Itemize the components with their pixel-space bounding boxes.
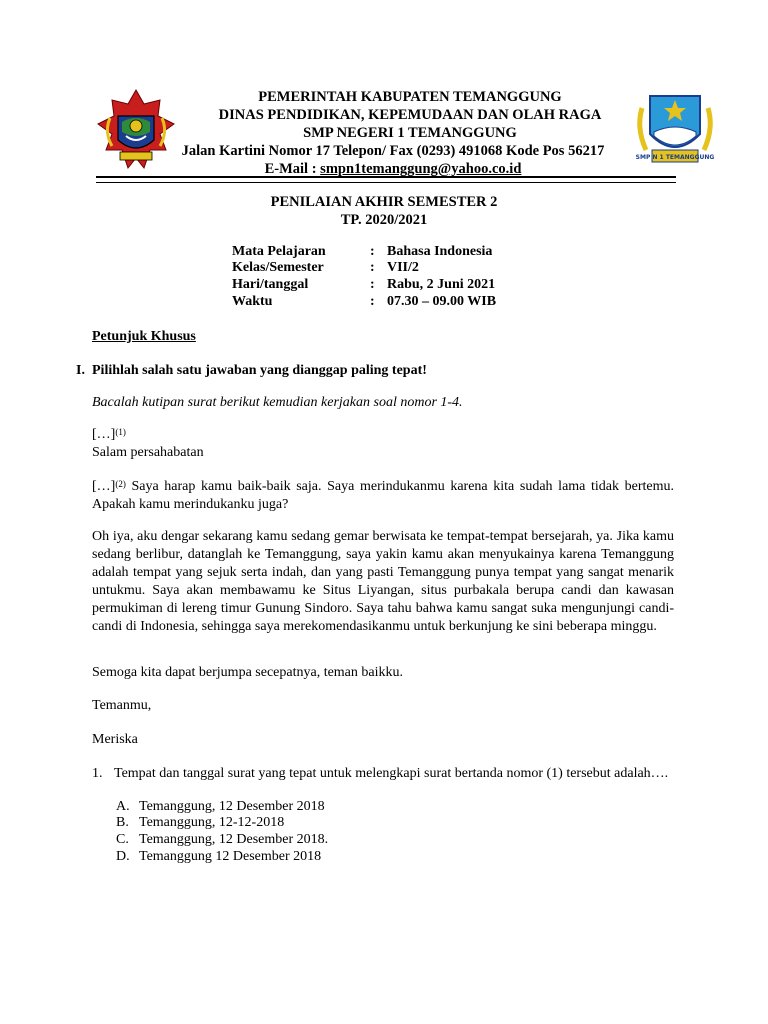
info-value: Bahasa Indonesia xyxy=(387,244,493,259)
info-separator: : xyxy=(370,244,375,259)
info-label: Kelas/Semester xyxy=(232,260,324,275)
letter-paragraph-1 xyxy=(92,478,674,514)
option-text: Temanggung, 12 Desember 2018 xyxy=(139,799,325,814)
info-value: VII/2 xyxy=(387,260,419,275)
question-text: Tempat dan tanggal surat yang tepat untuk melengkapi surat bertanda nomor (1) tersebut adalah…. xyxy=(114,766,669,781)
blank-bracket: […] xyxy=(92,427,116,442)
header-department: DINAS PENDIDIKAN, KEPEMUDAAN DAN OLAH RAGA xyxy=(218,107,602,123)
letter-blank-1 xyxy=(92,426,126,444)
info-label: Waktu xyxy=(232,294,273,309)
svg-text:SMP N 1 TEMANGGUNG: SMP N 1 TEMANGGUNG xyxy=(635,154,715,161)
option-text: Temanggung 12 Desember 2018 xyxy=(139,849,322,864)
info-separator: : xyxy=(370,277,375,292)
letter-paragraph-3: Semoga kita dapat berjumpa secepatnya, teman baikku. xyxy=(92,665,404,680)
info-value: Rabu, 2 Juni 2021 xyxy=(387,277,496,292)
paragraph-text: Saya harap kamu baik-baik saja. Saya merindukanmu karena kita sudah lama tidak bertemu. Apakah kamu merindukanku juga? xyxy=(92,479,674,512)
header-school-name: SMP NEGERI 1 TEMANGGUNG xyxy=(303,125,517,141)
info-separator: : xyxy=(370,260,375,275)
section-instruction: Pilihlah salah satu jawaban yang dianggap paling tepat! xyxy=(92,363,427,378)
option-letter: C. xyxy=(116,832,129,847)
header-government: PEMERINTAH KABUPATEN TEMANGGUNG xyxy=(258,89,562,105)
option-text: Temanggung, 12 Desember 2018. xyxy=(139,832,329,847)
option-text: Temanggung, 12-12-2018 xyxy=(139,815,285,830)
reading-prompt: Bacalah kutipan surat berikut kemudian kerjakan soal nomor 1-4. xyxy=(92,395,463,410)
email-label: E-Mail : xyxy=(264,161,317,177)
option-letter: A. xyxy=(116,799,130,814)
blank-bracket: […] xyxy=(92,479,116,494)
exam-year: TP. 2020/2021 xyxy=(340,212,428,228)
section-number: I. xyxy=(76,363,85,378)
email-link[interactable]: smpn1temanggung@yahoo.co.id xyxy=(320,161,522,177)
header-address: Jalan Kartini Nomor 17 Telepon/ Fax (0293) 491068 Kode Pos 56217 xyxy=(181,143,605,159)
letter-signature: Meriska xyxy=(92,732,138,747)
letterhead-divider xyxy=(96,176,676,183)
info-separator: : xyxy=(370,294,375,309)
option-letter: B. xyxy=(116,815,129,830)
question-number: 1. xyxy=(92,766,103,781)
letter-greeting: Salam persahabatan xyxy=(92,445,204,460)
blank-marker: (2) xyxy=(115,479,126,489)
letter-closing: Temanmu, xyxy=(92,698,152,713)
info-value: 07.30 – 09.00 WIB xyxy=(387,294,497,309)
info-label: Mata Pelajaran xyxy=(232,244,326,259)
info-label: Hari/tanggal xyxy=(232,277,309,292)
exam-title: PENILAIAN AKHIR SEMESTER 2 xyxy=(270,194,498,210)
instructions-heading: Petunjuk Khusus xyxy=(92,329,196,344)
option-letter: D. xyxy=(116,849,130,864)
letter-paragraph-2: Oh iya, aku dengar sekarang kamu sedang gemar berwisata ke tempat-tempat bersejarah, ya. Jika kamu sedang berlibur, datanglah ke Temanggung, saya yakin kamu akan menyukainya karena Temanggung adalah tempat yang sejuk serta indah, dan yang pasti Temanggung punya tempat yang sangat menarik untukmu. Saya akan membawamu ke Situs Liyangan, situs purbakala berupa candi dan kawasan permukiman di lereng timur Gunung Sindoro. Saya tahu bahwa kamu sangat suka mengunjungi candi-candi di Indonesia, sehingga saya merekomendasikanmu untuk berkunjung ke sini beberapa minggu. xyxy=(92,529,674,634)
blank-marker: (1) xyxy=(115,427,126,437)
